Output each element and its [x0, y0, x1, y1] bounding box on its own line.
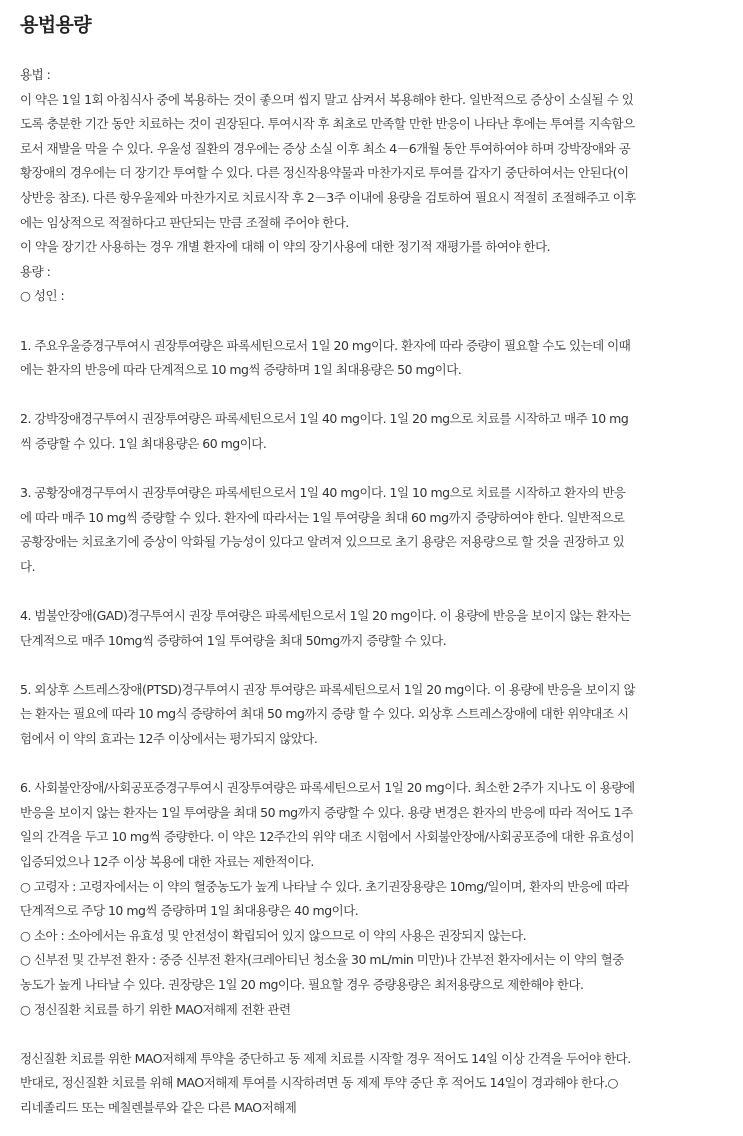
text-line: 4. 범불안장애(GAD)경구투여시 권장 투여량은 파록세틴으로서 1일 20 mg이다. 이 용량에 반응을 보이지 않는 환자는 — [20, 608, 631, 624]
text-line: 이 약은 1일 1회 아침식사 중에 복용하는 것이 좋으며 씹지 말고 삼켜서 복용해야 한다. 일반적으로 증상이 소실될 수 있 — [20, 91, 634, 107]
text-line: 일의 간격을 두고 10 mg씩 증량한다. 이 약은 12주간의 위약 대조 시험에서 사회불안장애/사회공포증에 대한 유효성이 — [20, 829, 635, 845]
page-title: 용법용량 — [20, 14, 92, 36]
text-line: ○ 정신질환 치료를 하기 위한 MAO저해제 전환 관련 — [20, 1001, 291, 1017]
text-line: 황장애의 경우에는 더 장기간 투여할 수 있다. 다른 정신작용약물과 마찬가지로 투여를 갑자기 중단하여서는 안된다(이 — [20, 165, 629, 181]
paragraph-gap — [20, 1022, 723, 1047]
text-line: 농도가 높게 나타날 수 있다. 권장량은 1일 20 mg이다. 필요할 경우 증량용량은 최저용량으로 제한해야 한다. — [20, 976, 584, 992]
text-line: 1. 주요우울증경구투여시 권장투여량은 파록세틴으로서 1일 20 mg이다. 환자에 따라 증량이 필요할 수도 있는데 이때 — [20, 337, 631, 353]
text-line: 로서 재발을 막을 수 있다. 우울성 질환의 경우에는 증상 소실 이후 최소 4－6개월 동안 투여하여야 하며 강박장애와 공 — [20, 140, 631, 156]
text-line: 다. — [20, 558, 36, 574]
dosage-body-text — [20, 63, 723, 1121]
text-line: ○ 신부전 및 간부전 환자 : 중증 신부전 환자(크레아티닌 청소율 30 mL/min 미만)나 간부전 환자에서는 이 약의 혈중 — [20, 952, 624, 968]
text-line: 용법 : — [20, 67, 51, 82]
text-line: 입증되었으나 12주 이상 복용에 대한 자료는 제한적이다. — [20, 854, 314, 869]
text-line: 리네졸리드 또는 메칠렌블루와 같은 다른 MAO저해제 — [20, 1099, 297, 1115]
paragraph-gap — [20, 383, 723, 408]
text-line: 6. 사회불안장애/사회공포증경구투여시 권장투여량은 파록세틴으로서 1일 20 mg이다. 최소한 2주가 지나도 이 용량에 — [20, 780, 635, 796]
text-line: ○ 소아 : 소아에서는 유효성 및 안전성이 확립되어 있지 않으므로 이 약의 사용은 권장되지 않는다. — [20, 927, 527, 943]
text-line: 에는 환자의 반응에 따라 단계적으로 10 mg씩 증량하며 1일 최대용량은 50 mg이다. — [20, 362, 462, 378]
text-line: 에 따라 매주 10 mg씩 증량할 수 있다. 환자에 따라서는 1일 투여량을 최대 60 mg까지 증량하여야 한다. 일반적으로 — [20, 509, 625, 525]
text-line: 5. 외상후 스트레스장애(PTSD)경구투여시 권장 투여량은 파록세틴으로서 1일 20 mg이다. 이 용량에 반응을 보이지 않 — [20, 681, 636, 697]
text-line: 공황장애는 치료초기에 증상이 악화될 가능성이 있다고 알려져 있으므로 초기 용량은 저용량으로 할 것을 권장하고 있 — [20, 534, 625, 550]
text-line: 반대로, 정신질환 치료를 위해 MAO저해제 투여를 시작하려면 동 제제 투약 중단 후 적어도 14일이 경과해야 한다.○ — [20, 1075, 618, 1091]
paragraph-gap — [20, 309, 723, 334]
text-line: 3. 공황장애경구투여시 권장투여량은 파록세틴으로서 1일 40 mg이다. 1일 10 mg으로 치료를 시작하고 환자의 반응 — [20, 485, 626, 501]
text-line: 씩 증량할 수 있다. 1일 최대용량은 60 mg이다. — [20, 435, 267, 451]
text-line: 는 환자는 필요에 따라 10 mg식 증량하여 최대 50 mg까지 증량 할 수 있다. 외상후 스트레스장애에 대한 위약대조 시 — [20, 706, 629, 722]
text-line: 상반응 참조). 다른 항우울제와 마찬가지로 치료시작 후 2－3주 이내에 용량을 검토하여 필요시 적절히 조절해주고 이후 — [20, 189, 636, 205]
text-line: 도록 충분한 기간 동안 치료하는 것이 권장된다. 투여시작 후 최초로 만족할 만한 반응이 나타난 후에는 투여를 지속함으 — [20, 116, 635, 132]
text-line: 반응을 보이지 않는 환자는 1일 투여량을 최대 50 mg까지 증량할 수 있다. 용량 변경은 환자의 반응에 따라 적어도 1주 — [20, 804, 633, 820]
text-line: 용량 : — [20, 263, 51, 279]
text-line: 에는 임상적으로 적절하다고 판단되는 만큼 조절해 주어야 한다. — [20, 214, 349, 230]
text-line: 이 약을 장기간 사용하는 경우 개별 환자에 대해 이 약의 장기사용에 대한 정기적 재평가를 하여야 한다. — [20, 239, 551, 255]
paragraph-gap — [20, 457, 723, 482]
text-line: 단계적으로 매주 10mg씩 증량하여 1일 투여량을 최대 50mg까지 증량할 수 있다. — [20, 632, 447, 648]
text-line: 단계적으로 주당 10 mg씩 증량하며 1일 최대용량은 40 mg이다. — [20, 903, 359, 919]
text-line: ○ 성인 : — [20, 288, 65, 304]
text-line: 정신질환 치료를 위한 MAO저해제 투약을 중단하고 동 제제 치료를 시작할 경우 적어도 14일 이상 간격을 두어야 한다. — [20, 1050, 631, 1066]
paragraph-gap — [20, 752, 723, 777]
paragraph-gap — [20, 653, 723, 678]
paragraph-gap — [20, 579, 723, 604]
text-line: ○ 고령자 : 고령자에서는 이 약의 혈중농도가 높게 나타날 수 있다. 초기권장용량은 10mg/일이며, 환자의 반응에 따라 — [20, 878, 629, 894]
text-line: 험에서 이 약의 효과는 12주 이상에서는 평가되지 않았다. — [20, 731, 318, 747]
text-line: 2. 강박장애경구투여시 권장투여량은 파록세틴으로서 1일 40 mg이다. 1일 20 mg으로 치료를 시작하고 매주 10 mg — [20, 411, 629, 427]
document-page — [20, 0, 723, 1121]
